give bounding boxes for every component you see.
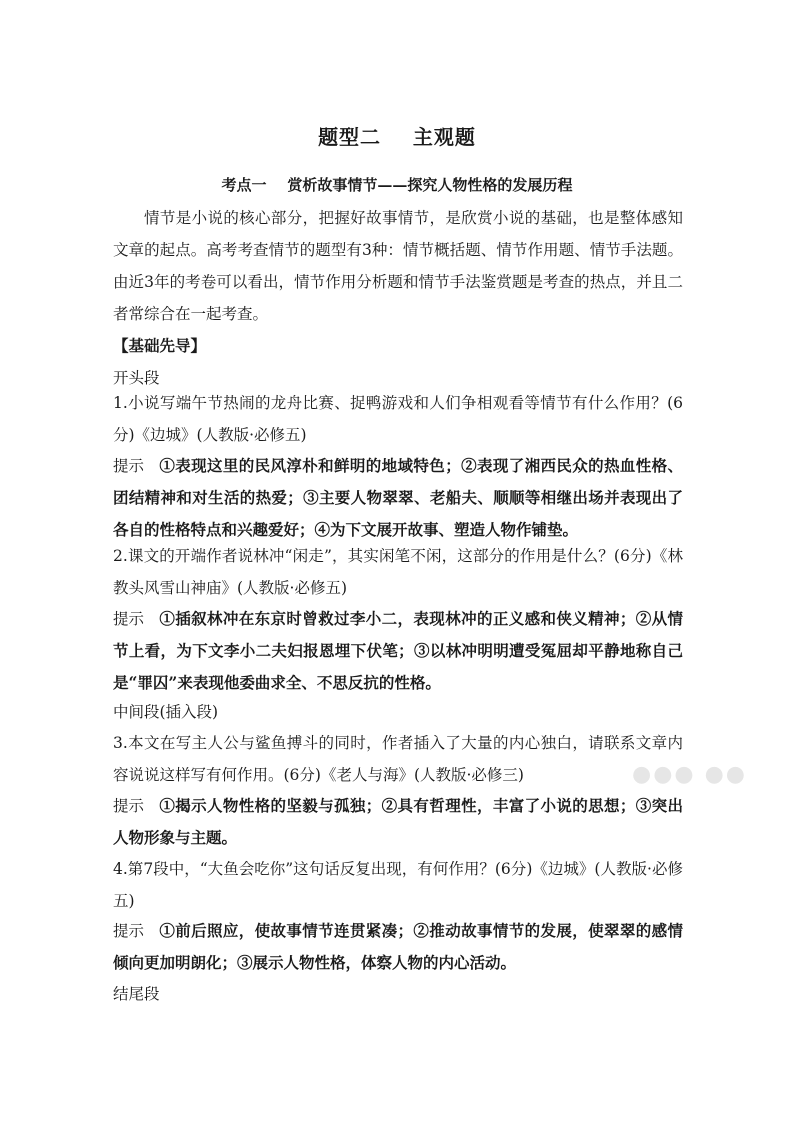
hint-4-body: ①前后照应，使故事情节连贯紧凑；②推动故事情节的发展，使翠翠的感情倾向更加明朗化；③展示人物性格，体察人物的内心活动。	[113, 921, 683, 972]
question-4: 4.第7段中，“大鱼会吃你”这句话反复出现，有何作用？(6分)《边城》(人教版·必修五)	[113, 860, 683, 910]
hint-label: 提示	[113, 797, 145, 815]
hint-3-body: ①揭示人物性格的坚毅与孤独；②具有哲理性，丰富了小说的思想；③突出人物形象与主题。	[113, 796, 683, 847]
foundation-heading: 【基础先导】	[113, 336, 207, 355]
question-2: 2.课文的开端作者说林冲“闲走”，其实闲笔不闲，这部分的作用是什么？(6分)《林教头风雪山神庙》(人教版·必修五)	[113, 547, 683, 597]
hint-3	[113, 790, 683, 854]
question-1: 1.小说写端午节热闹的龙舟比赛、捉鸭游戏和人们争相观看等情节有什么作用？(6分)《边城》(人教版·必修五)	[113, 394, 683, 444]
intro-paragraph: 情节是小说的核心部分，把握好故事情节，是欣赏小说的基础，也是整体感知文章的起点。高考考查情节的题型有3种：情节概括题、情节作用题、情节手法题。由近3年的考卷可以看出，情节作用分析题和情节手法鉴赏题是考查的热点，并且二者常综合在一起考查。	[113, 209, 683, 323]
section-ending: 结尾段	[113, 985, 160, 1003]
question-3: 3.本文在写主人公与鲨鱼搏斗的同时，作者插入了大量的内心独白，请联系文章内容说说这样写有何作用。(6分)《老人与海》(人教版·必修三)	[113, 734, 683, 784]
hint-2-body: ①插叙林冲在东京时曾救过李小二，表现林冲的正义感和侠义精神；②从情节上看，为下文李小二夫妇报恩埋下伏笔；③以林冲明明遭受冤屈却平静地称自己是“罪囚”来表现他委曲求全、不思反抗的性格。	[113, 609, 683, 692]
section-opening: 开头段	[113, 369, 160, 387]
page-title: 题型二 主观题	[318, 125, 476, 149]
hint-1	[113, 450, 683, 546]
hint-2	[113, 603, 683, 699]
section-middle: 中间段(插入段)	[113, 703, 219, 721]
hint-label: 提示	[113, 610, 145, 628]
hint-4	[113, 915, 683, 979]
hint-label: 提示	[113, 922, 145, 940]
section-subtitle: 考点一 赏析故事情节——探究人物性格的发展历程	[221, 176, 573, 194]
hint-label: 提示	[113, 457, 145, 475]
hint-1-body: ①表现这里的民风淳朴和鲜明的地域特色；②表现了湘西民众的热血性格、团结精神和对生活的热爱；③主要人物翠翠、老船夫、顺顺等相继出场并表现出了各自的性格特点和兴趣爱好；④为下文展开故事、塑造人物作铺垫。	[113, 456, 683, 539]
watermark-logo: ●●● ●●	[632, 762, 747, 787]
